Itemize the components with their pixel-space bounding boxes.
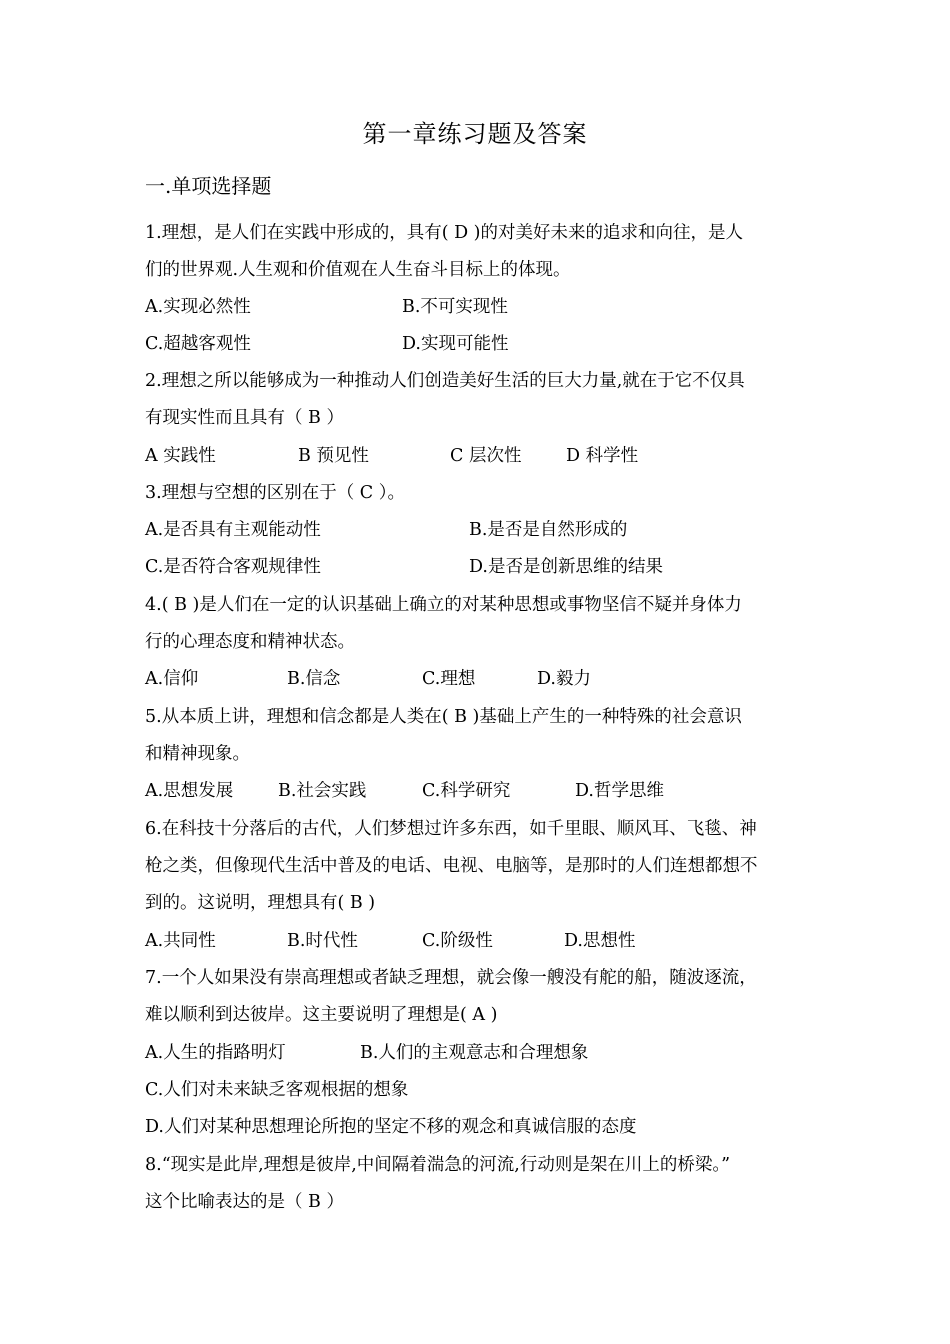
q5-option-b: B.社会实践 <box>278 781 367 801</box>
question-6-text-cont-2: 到的。这说明，理想具有( B ) <box>145 893 376 913</box>
q4-option-c: C.理想 <box>422 669 476 689</box>
question-8-text-cont: 这个比喻表达的是（ B ） <box>145 1192 344 1212</box>
q3-option-c: C.是否符合客观规律性 <box>145 557 321 577</box>
page-title: 第一章练习题及答案 <box>362 120 588 148</box>
q7-option-b: B.人们的主观意志和合理想象 <box>360 1043 589 1063</box>
q2-option-b: B 预见性 <box>298 446 369 466</box>
question-4-text: 4.( B )是人们在一定的认识基础上确立的对某种思想或事物坚信不疑并身体力 <box>145 595 742 615</box>
q1-option-d: D.实现可能性 <box>402 334 509 354</box>
question-6-text-cont: 枪之类，但像现代生活中普及的电话、电视、电脑等，是那时的人们连想都想不 <box>145 856 758 876</box>
q7-option-c: C.人们对未来缺乏客观根据的想象 <box>145 1080 409 1100</box>
question-2-text-cont: 有现实性而且具有（ B ） <box>145 408 344 428</box>
q3-option-d: D.是否是创新思维的结果 <box>469 557 663 577</box>
q2-option-a: A 实践性 <box>145 446 216 466</box>
section-heading: 一.单项选择题 <box>145 174 272 198</box>
q1-option-a: A.实现必然性 <box>145 297 251 317</box>
q4-option-a: A.信仰 <box>145 669 199 689</box>
q6-option-a: A.共同性 <box>145 931 216 951</box>
q6-option-c: C.阶级性 <box>422 931 493 951</box>
question-5-text-cont: 和精神现象。 <box>145 744 250 764</box>
question-6-text: 6.在科技十分落后的古代，人们梦想过许多东西，如千里眼、顺风耳、飞毯、神 <box>145 819 757 839</box>
q5-option-c: C.科学研究 <box>422 781 511 801</box>
question-8-text: 8.“现实是此岸,理想是彼岸,中间隔着湍急的河流,行动则是架在川上的桥梁。” <box>145 1155 731 1175</box>
question-1-text-cont: 们的世界观.人生观和价值观在人生奋斗目标上的体现。 <box>145 260 571 280</box>
q5-option-d: D.哲学思维 <box>575 781 664 801</box>
q3-option-a: A.是否具有主观能动性 <box>145 520 321 540</box>
question-4-text-cont: 行的心理态度和精神状态。 <box>145 632 355 652</box>
q4-option-b: B.信念 <box>287 669 341 689</box>
q1-option-c: C.超越客观性 <box>145 334 251 354</box>
q5-option-a: A.思想发展 <box>145 781 234 801</box>
question-5-text: 5.从本质上讲，理想和信念都是人类在( B )基础上产生的一种特殊的社会意识 <box>145 707 742 727</box>
question-7-text-cont: 难以顺利到达彼岸。这主要说明了理想是( A ) <box>145 1005 498 1025</box>
question-1-text: 1.理想，是人们在实践中形成的，具有( D )的对美好未来的追求和向往，是人 <box>145 223 744 243</box>
q7-option-d: D.人们对某种思想理论所抱的坚定不移的观念和真诚信服的态度 <box>145 1117 637 1137</box>
question-2-text: 2.理想之所以能够成为一种推动人们创造美好生活的巨大力量,就在于它不仅具 <box>145 371 745 391</box>
question-3-text: 3.理想与空想的区别在于（ C ）。 <box>145 483 405 503</box>
question-7-text: 7.一个人如果没有崇高理想或者缺乏理想，就会像一艘没有舵的船，随波逐流， <box>145 968 757 988</box>
q4-option-d: D.毅力 <box>537 669 591 689</box>
q6-option-b: B.时代性 <box>287 931 358 951</box>
q6-option-d: D.思想性 <box>564 931 636 951</box>
q3-option-b: B.是否是自然形成的 <box>469 520 628 540</box>
q2-option-c: C 层次性 <box>450 446 522 466</box>
q1-option-b: B.不可实现性 <box>402 297 508 317</box>
q2-option-d: D 科学性 <box>566 446 639 466</box>
q7-option-a: A.人生的指路明灯 <box>145 1043 286 1063</box>
